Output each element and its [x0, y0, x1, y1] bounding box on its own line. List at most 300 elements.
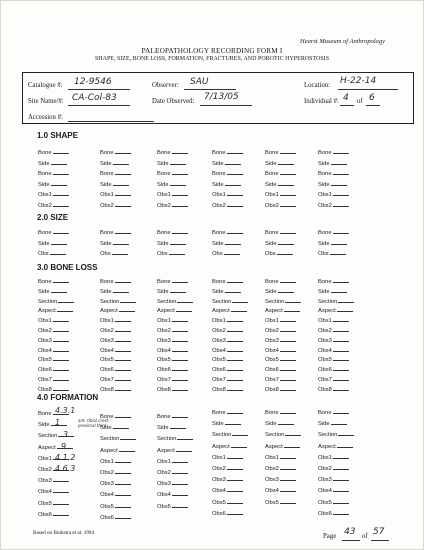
- boneloss-field-obs1[interactable]: [157, 316, 188, 324]
- field-line[interactable]: [53, 510, 69, 516]
- field-line[interactable]: [280, 148, 296, 154]
- formation-field-obs3[interactable]: [212, 475, 243, 483]
- formation-field-obs4[interactable]: [318, 486, 349, 494]
- boneloss-field-obs3[interactable]: [38, 336, 69, 344]
- boneloss-field-section[interactable]: [157, 297, 193, 305]
- field-line[interactable]: [53, 190, 69, 196]
- shape-field-obs2[interactable]: [38, 201, 69, 209]
- formation-field-bone[interactable]: [212, 408, 243, 416]
- field-line[interactable]: [284, 442, 300, 448]
- boneloss-field-obs2[interactable]: [100, 326, 131, 334]
- field-line[interactable]: [231, 306, 247, 312]
- field-line[interactable]: [331, 159, 347, 165]
- shape-field-side[interactable]: [212, 180, 241, 188]
- field-line[interactable]: [227, 190, 243, 196]
- field-line[interactable]: [172, 490, 188, 496]
- field-line[interactable]: [333, 509, 349, 515]
- field-line[interactable]: [53, 169, 69, 175]
- field-line[interactable]: [115, 277, 131, 283]
- boneloss-field-obs2[interactable]: [157, 326, 188, 334]
- formation-field-obs2[interactable]: [318, 464, 349, 472]
- field-line[interactable]: [115, 490, 131, 496]
- field-line[interactable]: [280, 385, 296, 391]
- field-line[interactable]: [53, 375, 69, 381]
- field-line[interactable]: [333, 169, 349, 175]
- field-line[interactable]: [115, 375, 131, 381]
- field-line[interactable]: [51, 239, 67, 245]
- formation-field-obs4[interactable]: [100, 490, 131, 498]
- boneloss-field-obs3[interactable]: [100, 336, 131, 344]
- field-line[interactable]: [53, 326, 69, 332]
- field-line[interactable]: [172, 457, 188, 463]
- boneloss-field-obs8[interactable]: [38, 385, 69, 393]
- shape-field-side[interactable]: [318, 180, 347, 188]
- boneloss-field-obs8[interactable]: [100, 385, 131, 393]
- field-line[interactable]: [170, 180, 186, 186]
- field-line[interactable]: [280, 228, 296, 234]
- size-field-side[interactable]: [157, 239, 186, 247]
- field-line[interactable]: [338, 430, 354, 436]
- field-line[interactable]: [115, 336, 131, 342]
- shape-field-bone[interactable]: [318, 169, 349, 177]
- formation-field-side[interactable]: [265, 419, 294, 427]
- formation-field-obs4[interactable]: [38, 487, 69, 495]
- field-line[interactable]: [53, 316, 69, 322]
- field-line[interactable]: [227, 375, 243, 381]
- boneloss-field-obs1[interactable]: [38, 316, 69, 324]
- field-line[interactable]: [333, 498, 349, 504]
- boneloss-field-side[interactable]: [157, 287, 186, 295]
- formation-field-obs5[interactable]: [318, 498, 349, 506]
- field-line[interactable]: [172, 355, 188, 361]
- boneloss-field-section[interactable]: [38, 297, 74, 305]
- boneloss-field-obs7[interactable]: [100, 375, 131, 383]
- formation-field-obs5[interactable]: [38, 499, 69, 507]
- boneloss-field-obs4[interactable]: [265, 346, 296, 354]
- field-line[interactable]: [115, 201, 131, 207]
- formation-field-aspect[interactable]: [212, 442, 247, 450]
- formation-field-side[interactable]: [212, 419, 241, 427]
- field-line[interactable]: [115, 412, 131, 418]
- field-line[interactable]: [225, 180, 241, 186]
- boneloss-field-section[interactable]: [265, 297, 301, 305]
- field-line[interactable]: [331, 239, 347, 245]
- field-line[interactable]: [53, 355, 69, 361]
- field-line[interactable]: [280, 408, 296, 414]
- field-line[interactable]: [280, 486, 296, 492]
- field-line[interactable]: [176, 446, 192, 452]
- size-field-obs[interactable]: [318, 249, 346, 257]
- field-line[interactable]: [172, 365, 188, 371]
- field-line[interactable]: [115, 355, 131, 361]
- field-line[interactable]: [115, 502, 131, 508]
- field-line[interactable]: [51, 287, 67, 293]
- formation-field-aspect[interactable]: [157, 446, 192, 454]
- boneloss-field-side[interactable]: [212, 287, 241, 295]
- formation-field-obs1[interactable]: [212, 453, 243, 461]
- boneloss-field-bone[interactable]: [157, 277, 188, 285]
- formation-field-obs1[interactable]: [100, 457, 131, 465]
- formation-field-obs1[interactable]: [265, 453, 296, 461]
- size-field-side[interactable]: [265, 239, 294, 247]
- field-line[interactable]: [172, 201, 188, 207]
- formation-field-side[interactable]: [38, 420, 67, 428]
- boneloss-field-aspect[interactable]: [38, 306, 73, 314]
- formation-field-aspect[interactable]: [100, 446, 135, 454]
- shape-field-side[interactable]: [157, 180, 186, 188]
- formation-field-section[interactable]: [212, 430, 248, 438]
- shape-field-bone[interactable]: [100, 148, 131, 156]
- field-line[interactable]: [227, 365, 243, 371]
- field-line[interactable]: [338, 297, 354, 303]
- shape-field-obs2[interactable]: [265, 201, 296, 209]
- field-line[interactable]: [115, 365, 131, 371]
- boneloss-field-obs6[interactable]: [100, 365, 131, 373]
- field-line[interactable]: [227, 408, 243, 414]
- shape-field-obs2[interactable]: [212, 201, 243, 209]
- boneloss-field-obs5[interactable]: [265, 355, 296, 363]
- field-line[interactable]: [120, 434, 136, 440]
- field-line[interactable]: [58, 297, 74, 303]
- field-line[interactable]: [53, 228, 69, 234]
- boneloss-field-obs2[interactable]: [212, 326, 243, 334]
- field-line[interactable]: [227, 509, 243, 515]
- boneloss-field-side[interactable]: [265, 287, 294, 295]
- boneloss-field-aspect[interactable]: [318, 306, 353, 314]
- formation-field-obs6[interactable]: [100, 513, 131, 521]
- boneloss-field-obs3[interactable]: [157, 336, 188, 344]
- field-line[interactable]: [119, 446, 135, 452]
- size-field-bone[interactable]: [38, 228, 69, 236]
- field-line[interactable]: [224, 249, 240, 255]
- field-line[interactable]: [232, 297, 248, 303]
- field-line[interactable]: [53, 336, 69, 342]
- field-line[interactable]: [278, 287, 294, 293]
- formation-field-obs3[interactable]: [38, 476, 69, 484]
- field-line[interactable]: [227, 148, 243, 154]
- boneloss-field-obs6[interactable]: [318, 365, 349, 373]
- size-field-side[interactable]: [318, 239, 347, 247]
- formation-field-obs3[interactable]: [318, 475, 349, 483]
- boneloss-field-section[interactable]: [318, 297, 354, 305]
- formation-field-obs5[interactable]: [100, 502, 131, 510]
- field-line[interactable]: [227, 201, 243, 207]
- formation-field-obs3[interactable]: [157, 479, 188, 487]
- field-line[interactable]: [280, 326, 296, 332]
- field-line[interactable]: [172, 346, 188, 352]
- field-line[interactable]: [333, 326, 349, 332]
- field-line[interactable]: [333, 228, 349, 234]
- field-line[interactable]: [227, 346, 243, 352]
- boneloss-field-obs5[interactable]: [318, 355, 349, 363]
- boneloss-field-obs1[interactable]: [100, 316, 131, 324]
- field-line[interactable]: [280, 464, 296, 470]
- field-line[interactable]: [113, 180, 129, 186]
- size-field-bone[interactable]: [157, 228, 188, 236]
- field-line[interactable]: [333, 486, 349, 492]
- field-line[interactable]: [278, 180, 294, 186]
- accession-line[interactable]: [68, 113, 154, 122]
- shape-field-obs1[interactable]: [265, 190, 296, 198]
- shape-field-side[interactable]: [265, 180, 294, 188]
- formation-field-bone[interactable]: [265, 408, 296, 416]
- field-line[interactable]: [113, 287, 129, 293]
- boneloss-field-section[interactable]: [212, 297, 248, 305]
- boneloss-field-obs5[interactable]: [157, 355, 188, 363]
- formation-field-obs3[interactable]: [265, 475, 296, 483]
- field-line[interactable]: [172, 190, 188, 196]
- field-line[interactable]: [50, 249, 66, 255]
- formation-field-obs2[interactable]: [212, 464, 243, 472]
- field-line[interactable]: [170, 239, 186, 245]
- size-field-bone[interactable]: [212, 228, 243, 236]
- size-field-obs[interactable]: [38, 249, 66, 257]
- field-line[interactable]: [280, 375, 296, 381]
- field-line[interactable]: [227, 316, 243, 322]
- boneloss-field-obs5[interactable]: [212, 355, 243, 363]
- field-line[interactable]: [170, 423, 186, 429]
- field-line[interactable]: [280, 346, 296, 352]
- shape-field-obs1[interactable]: [100, 190, 131, 198]
- field-line[interactable]: [333, 190, 349, 196]
- field-line[interactable]: [333, 453, 349, 459]
- field-line[interactable]: [278, 419, 294, 425]
- field-line[interactable]: [53, 201, 69, 207]
- field-line[interactable]: [227, 169, 243, 175]
- field-line[interactable]: [225, 159, 241, 165]
- shape-field-side[interactable]: [265, 159, 294, 167]
- shape-field-bone[interactable]: [157, 148, 188, 156]
- field-line[interactable]: [119, 306, 135, 312]
- field-line[interactable]: [227, 277, 243, 283]
- field-line[interactable]: [227, 486, 243, 492]
- size-field-bone[interactable]: [100, 228, 131, 236]
- field-line[interactable]: [225, 239, 241, 245]
- field-line[interactable]: [280, 190, 296, 196]
- field-line[interactable]: [337, 306, 353, 312]
- field-line[interactable]: [333, 385, 349, 391]
- field-line[interactable]: [227, 475, 243, 481]
- shape-field-obs2[interactable]: [318, 201, 349, 209]
- boneloss-field-obs4[interactable]: [157, 346, 188, 354]
- field-line[interactable]: [53, 499, 69, 505]
- boneloss-field-aspect[interactable]: [212, 306, 247, 314]
- field-line[interactable]: [333, 365, 349, 371]
- shape-field-side[interactable]: [38, 180, 67, 188]
- formation-field-section[interactable]: [265, 430, 301, 438]
- field-line[interactable]: [53, 385, 69, 391]
- size-field-bone[interactable]: [318, 228, 349, 236]
- field-line[interactable]: [333, 475, 349, 481]
- formation-field-section[interactable]: [100, 434, 136, 442]
- formation-field-obs6[interactable]: [212, 509, 243, 517]
- boneloss-field-obs7[interactable]: [212, 375, 243, 383]
- field-line[interactable]: [172, 277, 188, 283]
- field-line[interactable]: [115, 169, 131, 175]
- boneloss-field-obs1[interactable]: [212, 316, 243, 324]
- shape-field-side[interactable]: [38, 159, 67, 167]
- field-line[interactable]: [115, 479, 131, 485]
- boneloss-field-obs6[interactable]: [157, 365, 188, 373]
- formation-field-obs6[interactable]: [318, 509, 349, 517]
- formation-field-side[interactable]: [318, 419, 347, 427]
- field-line[interactable]: [53, 476, 69, 482]
- field-line[interactable]: [333, 375, 349, 381]
- field-line[interactable]: [51, 180, 67, 186]
- shape-field-bone[interactable]: [38, 169, 69, 177]
- size-field-obs[interactable]: [212, 249, 240, 257]
- size-field-side[interactable]: [100, 239, 129, 247]
- field-line[interactable]: [115, 148, 131, 154]
- field-line[interactable]: [280, 169, 296, 175]
- field-line[interactable]: [172, 375, 188, 381]
- field-line[interactable]: [333, 277, 349, 283]
- field-line[interactable]: [172, 385, 188, 391]
- field-line[interactable]: [227, 498, 243, 504]
- size-field-obs[interactable]: [157, 249, 185, 257]
- field-line[interactable]: [115, 346, 131, 352]
- field-line[interactable]: [172, 228, 188, 234]
- field-line[interactable]: [53, 346, 69, 352]
- shape-field-side[interactable]: [318, 159, 347, 167]
- formation-field-section[interactable]: [157, 434, 193, 442]
- field-line[interactable]: [227, 228, 243, 234]
- boneloss-field-obs2[interactable]: [265, 326, 296, 334]
- field-line[interactable]: [333, 201, 349, 207]
- boneloss-field-obs2[interactable]: [318, 326, 349, 334]
- boneloss-field-obs4[interactable]: [38, 346, 69, 354]
- shape-field-bone[interactable]: [100, 169, 131, 177]
- field-line[interactable]: [280, 453, 296, 459]
- field-line[interactable]: [115, 468, 131, 474]
- boneloss-field-obs3[interactable]: [318, 336, 349, 344]
- field-line[interactable]: [278, 159, 294, 165]
- boneloss-field-obs7[interactable]: [38, 375, 69, 383]
- shape-field-obs1[interactable]: [38, 190, 69, 198]
- field-line[interactable]: [113, 239, 129, 245]
- field-line[interactable]: [278, 239, 294, 245]
- field-line[interactable]: [285, 297, 301, 303]
- field-line[interactable]: [172, 412, 188, 418]
- boneloss-field-obs4[interactable]: [318, 346, 349, 354]
- formation-field-obs6[interactable]: [38, 510, 69, 518]
- field-line[interactable]: [113, 159, 129, 165]
- shape-field-bone[interactable]: [38, 148, 69, 156]
- field-line[interactable]: [115, 326, 131, 332]
- field-line[interactable]: [280, 475, 296, 481]
- boneloss-field-obs7[interactable]: [157, 375, 188, 383]
- boneloss-field-obs3[interactable]: [212, 336, 243, 344]
- boneloss-field-obs4[interactable]: [212, 346, 243, 354]
- size-field-bone[interactable]: [265, 228, 296, 236]
- boneloss-field-obs8[interactable]: [212, 385, 243, 393]
- formation-field-section[interactable]: [318, 430, 354, 438]
- formation-field-obs2[interactable]: [100, 468, 131, 476]
- field-line[interactable]: [330, 249, 346, 255]
- shape-field-bone[interactable]: [318, 148, 349, 156]
- formation-field-obs2[interactable]: [265, 464, 296, 472]
- formation-field-aspect[interactable]: [318, 442, 353, 450]
- field-line[interactable]: [112, 249, 128, 255]
- shape-field-bone[interactable]: [265, 169, 296, 177]
- field-line[interactable]: [227, 464, 243, 470]
- field-line[interactable]: [280, 277, 296, 283]
- boneloss-field-side[interactable]: [100, 287, 129, 295]
- field-line[interactable]: [331, 287, 347, 293]
- field-line[interactable]: [172, 316, 188, 322]
- shape-field-obs2[interactable]: [157, 201, 188, 209]
- field-line[interactable]: [172, 468, 188, 474]
- formation-field-bone[interactable]: [318, 408, 349, 416]
- field-line[interactable]: [280, 355, 296, 361]
- boneloss-field-obs7[interactable]: [265, 375, 296, 383]
- formation-field-obs5[interactable]: [157, 502, 188, 510]
- boneloss-field-obs2[interactable]: [38, 326, 69, 334]
- field-line[interactable]: [115, 513, 131, 519]
- field-line[interactable]: [51, 159, 67, 165]
- field-line[interactable]: [227, 453, 243, 459]
- boneloss-field-obs8[interactable]: [265, 385, 296, 393]
- boneloss-field-obs3[interactable]: [265, 336, 296, 344]
- field-line[interactable]: [53, 277, 69, 283]
- field-line[interactable]: [232, 430, 248, 436]
- boneloss-field-obs6[interactable]: [265, 365, 296, 373]
- boneloss-field-aspect[interactable]: [157, 306, 192, 314]
- boneloss-field-bone[interactable]: [100, 277, 131, 285]
- field-line[interactable]: [225, 419, 241, 425]
- field-line[interactable]: [53, 487, 69, 493]
- field-line[interactable]: [172, 148, 188, 154]
- field-line[interactable]: [337, 442, 353, 448]
- size-field-side[interactable]: [212, 239, 241, 247]
- shape-field-bone[interactable]: [265, 148, 296, 156]
- formation-field-section[interactable]: [38, 431, 74, 439]
- boneloss-field-obs6[interactable]: [212, 365, 243, 373]
- shape-field-bone[interactable]: [212, 169, 243, 177]
- formation-field-bone[interactable]: [157, 412, 188, 420]
- field-line[interactable]: [333, 464, 349, 470]
- field-line[interactable]: [333, 346, 349, 352]
- boneloss-field-obs4[interactable]: [100, 346, 131, 354]
- field-line[interactable]: [115, 385, 131, 391]
- field-line[interactable]: [231, 442, 247, 448]
- field-line[interactable]: [333, 316, 349, 322]
- formation-field-obs4[interactable]: [212, 486, 243, 494]
- shape-field-side[interactable]: [100, 159, 129, 167]
- shape-field-obs1[interactable]: [318, 190, 349, 198]
- boneloss-field-aspect[interactable]: [100, 306, 135, 314]
- field-line[interactable]: [333, 336, 349, 342]
- field-line[interactable]: [280, 365, 296, 371]
- formation-field-obs1[interactable]: [318, 453, 349, 461]
- field-line[interactable]: [53, 365, 69, 371]
- formation-field-obs4[interactable]: [265, 486, 296, 494]
- field-line[interactable]: [172, 479, 188, 485]
- boneloss-field-section[interactable]: [100, 297, 136, 305]
- field-line[interactable]: [170, 159, 186, 165]
- field-line[interactable]: [169, 249, 185, 255]
- boneloss-field-aspect[interactable]: [265, 306, 300, 314]
- field-line[interactable]: [172, 326, 188, 332]
- field-line[interactable]: [176, 306, 192, 312]
- formation-field-obs4[interactable]: [157, 490, 188, 498]
- field-line[interactable]: [115, 316, 131, 322]
- field-line[interactable]: [172, 336, 188, 342]
- size-field-obs[interactable]: [100, 249, 128, 257]
- field-line[interactable]: [333, 148, 349, 154]
- formation-field-side[interactable]: [157, 423, 186, 431]
- boneloss-field-bone[interactable]: [318, 277, 349, 285]
